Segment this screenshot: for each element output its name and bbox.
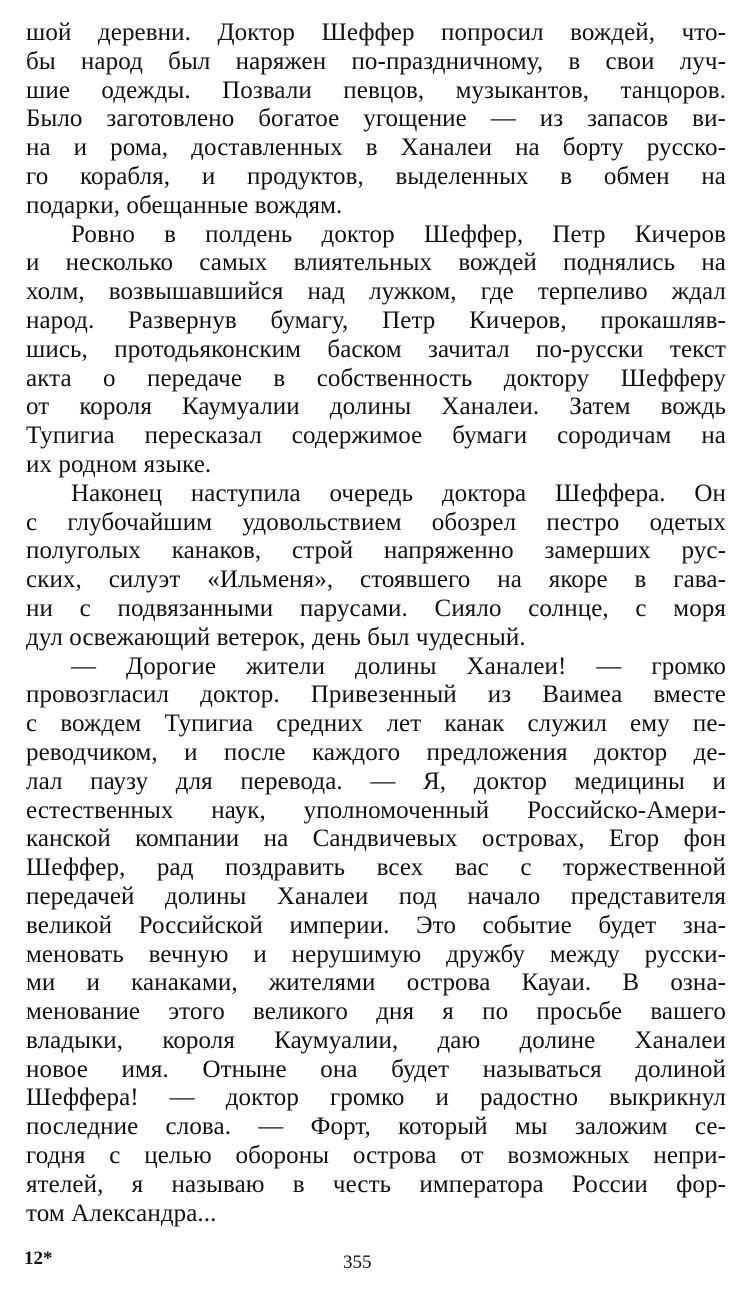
page-number: 355: [343, 1252, 372, 1273]
text-line: великой Российской империи. Это событие будет зна-: [26, 911, 726, 939]
text-line: Ровно в полдень доктор Шеффер, Петр Кичеров: [71, 220, 726, 248]
body-text: [26, 19, 726, 1228]
text-line: реводчиком, и после каждого предложения доктор де-: [26, 738, 726, 766]
text-line: шись, протодьяконским баском зачитал по-русски текст: [26, 335, 726, 363]
signature-mark: 12*: [24, 1248, 53, 1269]
text-line: подарки, обещанные вождям.: [26, 191, 343, 219]
text-line: том Александра...: [26, 1199, 217, 1227]
text-line: ми и канаками, жителями острова Кауаи. В озна-: [26, 969, 726, 997]
text-line: Тупигиа пересказал содержимое бумаги сородичам на: [26, 422, 726, 450]
text-line: их родном языке.: [26, 450, 212, 478]
text-line: передачей долины Ханалеи под начало представителя: [26, 882, 726, 910]
text-line: холм, возвышавшийся над лужком, где терпеливо ждал: [26, 278, 726, 306]
text-line: и несколько самых влиятельных вождей поднялись на: [26, 249, 726, 277]
text-line: бы народ был наряжен по-праздничному, в свои луч-: [26, 47, 726, 75]
text-line: дул освежающий ветерок, день был чудесный.: [26, 623, 526, 651]
text-line: ни с подвязанными парусами. Сияло солнце, с моря: [26, 594, 726, 622]
text-line: ятелей, я называю в честь императора России фор-: [26, 1170, 726, 1198]
text-line: естественных наук, уполномоченный Российско-Амери-: [26, 796, 726, 824]
text-line: Наконец наступила очередь доктора Шеффера. Он: [71, 479, 726, 507]
text-line: с глубочайшим удовольствием обозрел пестро одетых: [26, 508, 726, 536]
text-line: менование этого великого дня я по просьбе вашего: [26, 998, 726, 1026]
text-line: шие одежды. Позвали певцов, музыкантов, танцоров.: [26, 76, 726, 104]
text-line: с вождем Тупигиа средних лет канак служил ему пе-: [26, 710, 726, 738]
text-line: провозгласил доктор. Привезенный из Ваимеа вместе: [26, 681, 726, 709]
text-line: — Дорогие жители долины Ханалеи! — громко: [71, 652, 726, 680]
text-line: Шеффера! — доктор громко и радостно выкрикнул: [26, 1084, 726, 1112]
text-line: последние слова. — Форт, который мы заложим се-: [26, 1113, 726, 1141]
text-line: годня с целью обороны острова от возможных непри-: [26, 1142, 726, 1170]
text-line: на и рома, доставленных в Ханалеи на борту русско-: [26, 134, 726, 162]
text-line: канской компании на Сандвичевых островах, Егор фон: [26, 825, 726, 853]
text-line: Было заготовлено богатое угощение — из запасов ви-: [26, 105, 726, 133]
text-line: народ. Развернув бумагу, Петр Кичеров, прокашляв-: [26, 306, 726, 334]
text-line: акта о передаче в собственность доктору Шефферу: [26, 364, 726, 392]
text-line: го корабля, и продуктов, выделенных в обмен на: [26, 162, 726, 190]
text-line: владыки, короля Каумуалии, даю долине Ханалеи: [26, 1026, 726, 1054]
text-line: ских, силуэт «Ильменя», стоявшего на якоре в гава-: [26, 566, 726, 594]
text-line: Шеффер, рад поздравить всех вас с торжественной: [26, 854, 726, 882]
text-line: шой деревни. Доктор Шеффер попросил вождей, что-: [26, 19, 726, 46]
text-line: лал паузу для перевода. — Я, доктор медицины и: [26, 767, 726, 795]
text-line: новое имя. Отныне она будет называться долиной: [26, 1055, 726, 1083]
text-line: от короля Каумуалии долины Ханалеи. Затем вождь: [26, 393, 726, 421]
text-line: полуголых канаков, строй напряженно замерших рус-: [26, 537, 726, 565]
text-line: меновать вечную и нерушимую дружбу между русски-: [26, 940, 726, 968]
